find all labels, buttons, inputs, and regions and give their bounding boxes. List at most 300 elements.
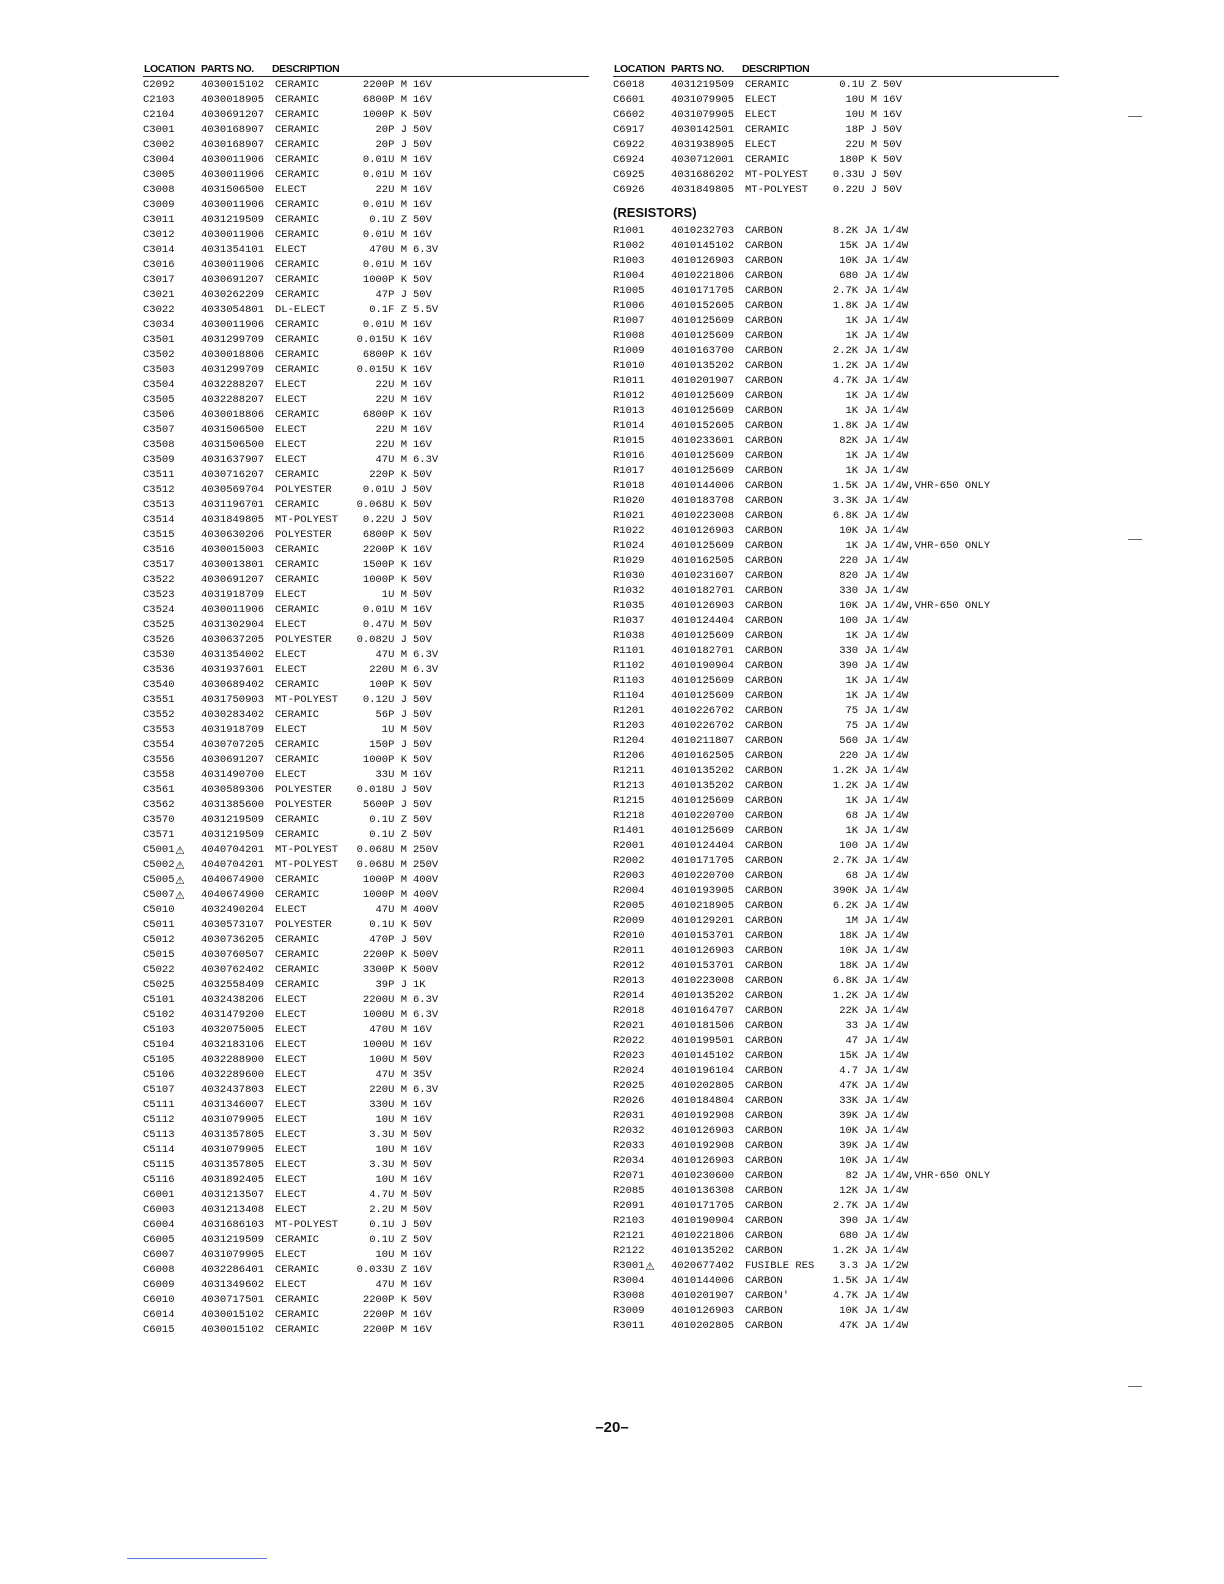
rating-cell: 1/4W (883, 495, 909, 507)
part-number-cell: 4010192908 (671, 1140, 735, 1152)
value-cell: 0.082U J (356, 634, 407, 646)
value-cell: 47U M (375, 1279, 407, 1291)
rating-cell: 1/4W (883, 825, 909, 837)
safety-warning-icon: ⚠ (175, 889, 185, 902)
location-cell: C5002 (143, 859, 175, 871)
value-cell: 1.2K JA (832, 780, 877, 792)
value-cell: 18P J (845, 124, 877, 136)
parts-row (143, 738, 589, 753)
part-number-cell: 4030015102 (201, 1324, 265, 1336)
parts-row (613, 734, 1059, 749)
location-cell: C3009 (143, 199, 175, 211)
rating-cell: 1/4W (883, 630, 909, 642)
parts-row (613, 1229, 1059, 1244)
location-cell: C3506 (143, 409, 175, 421)
part-number-cell: 4010126903 (671, 1125, 735, 1137)
part-type-cell: ELECT (275, 1189, 307, 1201)
part-number-cell: 4030011906 (201, 169, 265, 181)
rating-cell: 1/4W (883, 240, 909, 252)
parts-row (613, 419, 1059, 434)
rating-cell: 16V (413, 1264, 432, 1276)
location-cell: C3017 (143, 274, 175, 286)
location-cell: R1016 (613, 450, 645, 462)
location-cell: C6014 (143, 1309, 175, 1321)
part-type-cell: CARBON' (745, 1290, 790, 1302)
part-type-cell: ELECT (275, 589, 307, 601)
rating-cell: 1/4W (883, 690, 909, 702)
location-cell: C3005 (143, 169, 175, 181)
location-cell: R3011 (613, 1320, 645, 1332)
part-type-cell: CARBON (745, 360, 783, 372)
value-cell: 10K JA (839, 1125, 877, 1137)
location-cell: C6018 (613, 79, 645, 91)
location-cell: R3008 (613, 1290, 645, 1302)
location-cell: C3501 (143, 334, 175, 346)
rating-cell: 16V (413, 394, 432, 406)
part-number-cell: 4032438206 (201, 994, 265, 1006)
rating-cell: 16V (413, 1024, 432, 1036)
part-type-cell: CARBON (745, 1110, 783, 1122)
part-number-cell: 4010125609 (671, 630, 735, 642)
part-type-cell: CERAMIC (275, 754, 320, 766)
value-cell: 2.7K JA (832, 285, 877, 297)
part-type-cell: CARBON (745, 1170, 783, 1182)
part-number-cell: 4031196701 (201, 499, 265, 511)
value-cell: 0.1U Z (369, 814, 407, 826)
part-number-cell: 4010223008 (671, 975, 735, 987)
rating-cell: 50V (413, 214, 432, 226)
location-cell: C3517 (143, 559, 175, 571)
parts-row (613, 108, 1059, 123)
parts-row (613, 539, 1059, 554)
part-number-cell: 4031357805 (201, 1159, 265, 1171)
rating-cell: 1/4W (883, 1005, 909, 1017)
value-cell: 820 JA (839, 570, 877, 582)
parts-row (143, 93, 589, 108)
value-cell: 10K JA (839, 1305, 877, 1317)
rating-cell: 1/4W (883, 1245, 909, 1257)
parts-row (143, 1248, 589, 1263)
value-cell: 10K JA (839, 255, 877, 267)
parts-row (143, 1263, 589, 1278)
rating-cell: 50V (413, 754, 432, 766)
part-number-cell: 4010129201 (671, 915, 735, 927)
safety-warning-icon: ⚠ (175, 859, 185, 872)
part-number-cell: 4031354101 (201, 244, 265, 256)
location-cell: C5115 (143, 1159, 175, 1171)
part-number-cell: 4010218905 (671, 900, 735, 912)
value-cell: 330 JA (839, 645, 877, 657)
rating-cell: 1/4W (883, 990, 909, 1002)
part-type-cell: ELECT (275, 1174, 307, 1186)
part-number-cell: 4032289600 (201, 1069, 265, 1081)
part-number-cell: 4031637907 (201, 454, 265, 466)
part-type-cell: CARBON (745, 600, 783, 612)
part-type-cell: CARBON (745, 225, 783, 237)
part-number-cell: 4032286401 (201, 1264, 265, 1276)
part-type-cell: CARBON (745, 975, 783, 987)
part-number-cell: 4010162505 (671, 555, 735, 567)
rating-cell: 50V (413, 1234, 432, 1246)
location-cell: C3556 (143, 754, 175, 766)
part-type-cell: CERAMIC (275, 1324, 320, 1336)
location-cell: R2012 (613, 960, 645, 972)
part-number-cell: 4010135202 (671, 780, 735, 792)
part-number-cell: 4031849805 (671, 184, 735, 196)
part-type-cell: ELECT (275, 184, 307, 196)
part-number-cell: 4010125609 (671, 795, 735, 807)
parts-row (613, 1154, 1059, 1169)
parts-row (143, 1143, 589, 1158)
parts-row (143, 768, 589, 783)
part-type-cell: CERAMIC (275, 709, 320, 721)
part-number-cell: 4010226702 (671, 720, 735, 732)
value-cell: 1K JA (845, 795, 877, 807)
value-cell: 1.2K JA (832, 1245, 877, 1257)
value-cell: 0.01U M (362, 259, 407, 271)
part-type-cell: CARBON (745, 300, 783, 312)
part-type-cell: CARBON (745, 255, 783, 267)
value-cell: 0.47U M (362, 619, 407, 631)
parts-row (613, 254, 1059, 269)
rating-cell: 1/4W (883, 975, 909, 987)
part-type-cell: ELECT (275, 394, 307, 406)
parts-row (613, 1139, 1059, 1154)
part-type-cell: CARBON (745, 1245, 783, 1257)
location-cell: R1021 (613, 510, 645, 522)
parts-row (613, 434, 1059, 449)
location-cell: C3525 (143, 619, 175, 631)
location-cell: C3523 (143, 589, 175, 601)
rating-cell: 1/4W (883, 1080, 909, 1092)
parts-row (613, 719, 1059, 734)
value-cell: 100U M (369, 1054, 407, 1066)
part-number-cell: 4031346007 (201, 1099, 265, 1111)
parts-row (143, 573, 589, 588)
part-number-cell: 4030011906 (201, 604, 265, 616)
value-cell: 6800P K (362, 349, 407, 361)
rating-cell: 16V (413, 94, 432, 106)
part-type-cell: ELECT (275, 439, 307, 451)
parts-row (613, 659, 1059, 674)
part-number-cell: 4030762402 (201, 964, 265, 976)
value-cell: 330 JA (839, 585, 877, 597)
rating-cell: 1/4W (883, 660, 909, 672)
rating-cell: 16V (413, 1324, 432, 1336)
rating-cell: 400V (413, 889, 439, 901)
parts-row (613, 93, 1059, 108)
location-cell: R1022 (613, 525, 645, 537)
location-cell: C6007 (143, 1249, 175, 1261)
value-cell: 1K JA (845, 390, 877, 402)
rating-cell: 1/4W (883, 960, 909, 972)
rating-cell: 1/4W (883, 705, 909, 717)
location-cell: C5005 (143, 874, 175, 886)
location-cell: R1014 (613, 420, 645, 432)
location-cell: R2031 (613, 1110, 645, 1122)
part-type-cell: CERAMIC (275, 214, 320, 226)
part-type-cell: CARBON (745, 450, 783, 462)
rating-cell: 1/4W (883, 1290, 909, 1302)
parts-row (143, 483, 589, 498)
part-type-cell: MT-POLYEST (275, 859, 339, 871)
part-number-cell: 4030589306 (201, 784, 265, 796)
value-cell: 56P J (375, 709, 407, 721)
parts-row (613, 239, 1059, 254)
part-type-cell: CERAMIC (275, 874, 320, 886)
rating-cell: 1/4W (883, 780, 909, 792)
location-cell: C6602 (613, 109, 645, 121)
part-type-cell: CERAMIC (275, 169, 320, 181)
location-cell: C3011 (143, 214, 175, 226)
parts-row (613, 168, 1059, 183)
part-number-cell: 4031385600 (201, 799, 265, 811)
parts-row (143, 438, 589, 453)
part-number-cell: 4010125609 (671, 330, 735, 342)
value-cell: 1K JA (845, 825, 877, 837)
part-type-cell: CERAMIC (275, 559, 320, 571)
rating-cell: 6.3V (413, 664, 439, 676)
rating-cell: 1/4W (883, 510, 909, 522)
location-cell: R1015 (613, 435, 645, 447)
parts-row (613, 1184, 1059, 1199)
part-type-cell: CARBON (745, 585, 783, 597)
parts-row (613, 1109, 1059, 1124)
parts-row (143, 1008, 589, 1023)
part-type-cell: CARBON (745, 645, 783, 657)
part-number-cell: 4031937601 (201, 664, 265, 676)
location-cell: C3002 (143, 139, 175, 151)
part-type-cell: ELECT (275, 1099, 307, 1111)
location-cell: C3014 (143, 244, 175, 256)
value-cell: 47K JA (839, 1320, 877, 1332)
value-cell: 100 JA (839, 615, 877, 627)
rating-cell: 50V (413, 484, 432, 496)
part-number-cell: 4033054801 (201, 304, 265, 316)
part-number-cell: 4031299709 (201, 334, 265, 346)
part-number-cell: 4010125609 (671, 390, 735, 402)
right-capacitor-list (613, 77, 1059, 198)
part-number-cell: 4031354002 (201, 649, 265, 661)
rating-cell: 50V (413, 619, 432, 631)
part-type-cell: POLYESTER (275, 799, 332, 811)
part-number-cell: 4030573107 (201, 919, 265, 931)
part-number-cell: 4030630206 (201, 529, 265, 541)
parts-row (613, 1199, 1059, 1214)
parts-row (613, 929, 1059, 944)
part-number-cell: 4031357805 (201, 1129, 265, 1141)
parts-row (143, 798, 589, 813)
rating-cell: 50V (413, 1189, 432, 1201)
location-cell: C5001 (143, 844, 175, 856)
location-cell: R2033 (613, 1140, 645, 1152)
value-cell: 75 JA (845, 705, 877, 717)
location-cell: C6003 (143, 1204, 175, 1216)
value-cell: 180P K (839, 154, 877, 166)
location-cell: C6009 (143, 1279, 175, 1291)
part-number-cell: 4010184804 (671, 1095, 735, 1107)
location-cell: R2010 (613, 930, 645, 942)
rating-cell: 16V (413, 154, 432, 166)
part-number-cell: 4030011906 (201, 319, 265, 331)
value-cell: 0.068U M (356, 859, 407, 871)
rating-cell: 16V (413, 259, 432, 271)
value-cell: 33U M (375, 769, 407, 781)
rating-cell: 16V (413, 1249, 432, 1261)
value-cell: 20P J (375, 139, 407, 151)
parts-row (143, 198, 589, 213)
location-cell: C5105 (143, 1054, 175, 1066)
value-cell: 0.22U J (832, 184, 877, 196)
location-cell: C3530 (143, 649, 175, 661)
part-number-cell: 4010152605 (671, 420, 735, 432)
parts-row (143, 393, 589, 408)
location-header: LOCATION (614, 63, 665, 75)
rating-cell: 16V (413, 1174, 432, 1186)
part-number-cell: 4030691207 (201, 574, 265, 586)
location-cell: R2009 (613, 915, 645, 927)
value-cell: 0.1U Z (839, 79, 877, 91)
part-number-cell: 4030736205 (201, 934, 265, 946)
location-cell: R1013 (613, 405, 645, 417)
part-number-cell: 4031479200 (201, 1009, 265, 1021)
value-cell: 390 JA (839, 1215, 877, 1227)
parts-row (143, 603, 589, 618)
part-type-cell: CARBON (745, 990, 783, 1002)
rating-cell: 50V (413, 109, 432, 121)
location-cell: R2004 (613, 885, 645, 897)
parts-row (143, 333, 589, 348)
rating-cell: 1/4W (883, 390, 909, 402)
parts-row (143, 1233, 589, 1248)
parts-row (143, 978, 589, 993)
parts-row (613, 153, 1059, 168)
parts-row (613, 494, 1059, 509)
rating-cell: 50V (413, 1204, 432, 1216)
rating-cell: 1/4W (883, 855, 909, 867)
part-number-cell: 4010152605 (671, 300, 735, 312)
part-number-cell: 4031299709 (201, 364, 265, 376)
rating-cell: 1K (413, 979, 426, 991)
value-cell: 0.01U M (362, 169, 407, 181)
parts-row (613, 389, 1059, 404)
part-number-cell: 4010124404 (671, 615, 735, 627)
part-type-cell: CARBON (745, 435, 783, 447)
parts-row (613, 224, 1059, 239)
parts-no-header: PARTS NO. (201, 63, 254, 75)
rating-cell: 16V (413, 1144, 432, 1156)
parts-row (613, 884, 1059, 899)
location-cell: R1032 (613, 585, 645, 597)
parts-row (143, 813, 589, 828)
part-type-cell: CERAMIC (275, 574, 320, 586)
value-cell: 1K JA (845, 540, 877, 552)
value-cell: 1.5K JA (832, 1275, 877, 1287)
margin-mark (1128, 116, 1142, 117)
value-cell: 47U M (375, 454, 407, 466)
location-cell: R1103 (613, 675, 645, 687)
parts-row (143, 1023, 589, 1038)
location-cell: C6010 (143, 1294, 175, 1306)
value-cell: 2.2K JA (832, 345, 877, 357)
part-number-cell: 4010163700 (671, 345, 735, 357)
part-number-cell: 4010125609 (671, 690, 735, 702)
rating-cell: 16V (883, 94, 902, 106)
value-cell: 1.5K JA (832, 480, 877, 492)
parts-row (613, 449, 1059, 464)
rating-cell: 1/4W (883, 465, 909, 477)
location-cell: R2001 (613, 840, 645, 852)
parts-row (613, 899, 1059, 914)
rating-cell: 16V (413, 1114, 432, 1126)
value-cell: 47U M (375, 1069, 407, 1081)
location-cell: R1003 (613, 255, 645, 267)
parts-row (143, 273, 589, 288)
part-number-cell: 4010125609 (671, 405, 735, 417)
location-cell: C5022 (143, 964, 175, 976)
description-header: DESCRIPTION (742, 63, 810, 75)
location-cell: R2025 (613, 1080, 645, 1092)
location-cell: C3522 (143, 574, 175, 586)
rating-cell: 1/2W (883, 1260, 909, 1272)
location-cell: C3512 (143, 484, 175, 496)
parts-row (613, 974, 1059, 989)
rating-cell: 16V (413, 79, 432, 91)
part-type-cell: CARBON (745, 405, 783, 417)
value-cell: 1000P M (362, 889, 407, 901)
parts-row (613, 284, 1059, 299)
part-type-cell: ELECT (275, 1204, 307, 1216)
rating-cell: 50V (413, 1159, 432, 1171)
location-cell: C5113 (143, 1129, 175, 1141)
parts-row (613, 78, 1059, 93)
part-number-cell: 4010135202 (671, 765, 735, 777)
location-cell: R1037 (613, 615, 645, 627)
part-number-cell: 4031219509 (201, 829, 265, 841)
location-cell: C6005 (143, 1234, 175, 1246)
parts-row (143, 78, 589, 93)
value-cell: 6.8K JA (832, 510, 877, 522)
location-cell: C5106 (143, 1069, 175, 1081)
part-type-cell: CARBON (745, 420, 783, 432)
value-cell: 0.068U M (356, 844, 407, 856)
value-cell: 22U M (375, 424, 407, 436)
parts-row (143, 318, 589, 333)
margin-mark (1128, 1386, 1142, 1387)
rating-cell: 1/4W (883, 1185, 909, 1197)
part-type-cell: CARBON (745, 630, 783, 642)
value-cell: 3.3U M (369, 1159, 407, 1171)
rating-cell: 1/4W (883, 360, 909, 372)
rating-cell: 1/4W (883, 1065, 909, 1077)
parts-row (143, 843, 589, 858)
parts-row (613, 183, 1059, 198)
rating-cell: 16V (413, 424, 432, 436)
rating-cell: 1/4W (883, 900, 909, 912)
value-cell: 47P J (375, 289, 407, 301)
part-number-cell: 4030015102 (201, 1309, 265, 1321)
part-number-cell: 4031938905 (671, 139, 735, 151)
part-number-cell: 4031302904 (201, 619, 265, 631)
part-type-cell: MT-POLYEST (275, 694, 339, 706)
location-cell: R1008 (613, 330, 645, 342)
part-type-cell: CERAMIC (275, 499, 320, 511)
part-type-cell: CARBON (745, 270, 783, 282)
parts-row (143, 633, 589, 648)
value-cell: 1000P K (362, 574, 407, 586)
value-cell: 1K JA (845, 675, 877, 687)
value-cell: 4.7U M (369, 1189, 407, 1201)
